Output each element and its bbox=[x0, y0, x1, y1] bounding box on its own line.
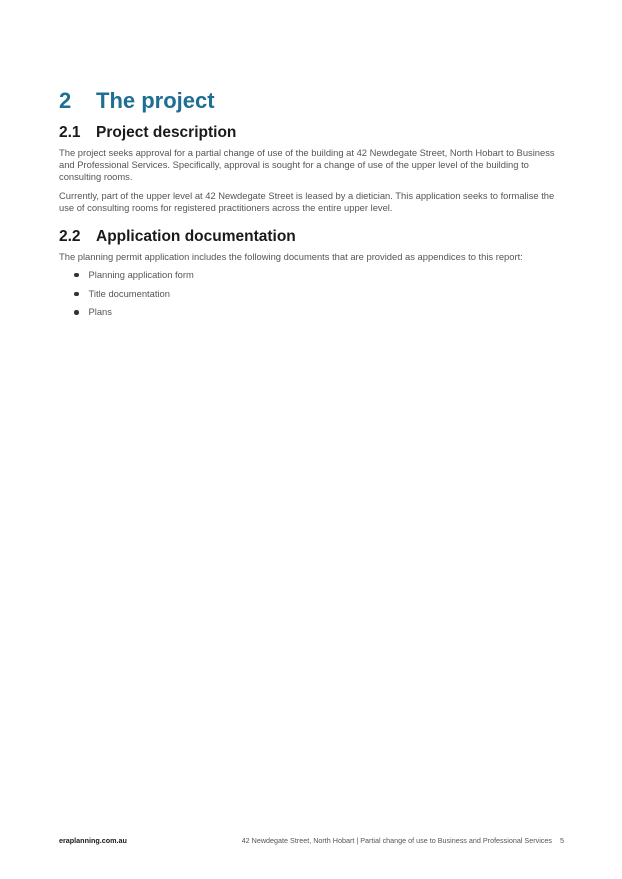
subsection-number: 2.1 bbox=[59, 124, 81, 141]
footer-document-title: 42 Newdegate Street, North Hobart | Partial change of use to Business and Professional Services bbox=[241, 836, 552, 845]
footer-right bbox=[242, 836, 564, 845]
section-heading bbox=[59, 86, 559, 116]
paragraph: The project seeks approval for a partial change of use of the building at 42 Newdegate Street, North Hobart to Business and Professional Services. Specifically, approval is sought for a change of use of the upper level of the building to consulting rooms. bbox=[59, 147, 555, 183]
list-item bbox=[59, 306, 559, 318]
subsection-heading-application-documentation bbox=[59, 226, 559, 248]
list-item bbox=[59, 288, 559, 300]
page-number: 5 bbox=[560, 836, 564, 845]
list-item-label: Planning application form bbox=[88, 269, 194, 281]
list-item-label: Plans bbox=[88, 306, 112, 318]
list-item-label: Title documentation bbox=[88, 287, 170, 299]
section-title: The project bbox=[96, 88, 215, 113]
list-item bbox=[59, 269, 559, 281]
document-list bbox=[59, 269, 559, 318]
section-number: 2 bbox=[59, 88, 72, 113]
subsection-number: 2.2 bbox=[59, 228, 81, 246]
bullet-icon bbox=[74, 292, 79, 297]
bullet-icon bbox=[74, 310, 79, 315]
subsection-heading-project-description bbox=[59, 122, 559, 144]
subsection-title: Application documentation bbox=[96, 228, 296, 246]
bullet-icon bbox=[74, 273, 79, 278]
paragraph: Currently, part of the upper level at 42 Newdegate Street is leased by a dietician. This application seeks to formalise the use of consulting rooms for registered practitioners across the entire upper level. bbox=[59, 189, 555, 213]
page-footer bbox=[59, 836, 564, 845]
subsection-title: Project description bbox=[96, 124, 237, 141]
page-content bbox=[59, 86, 559, 325]
footer-website: eraplanning.com.au bbox=[59, 836, 127, 845]
paragraph: The planning permit application includes the following documents that are provided as appendices to this report: bbox=[59, 251, 523, 263]
